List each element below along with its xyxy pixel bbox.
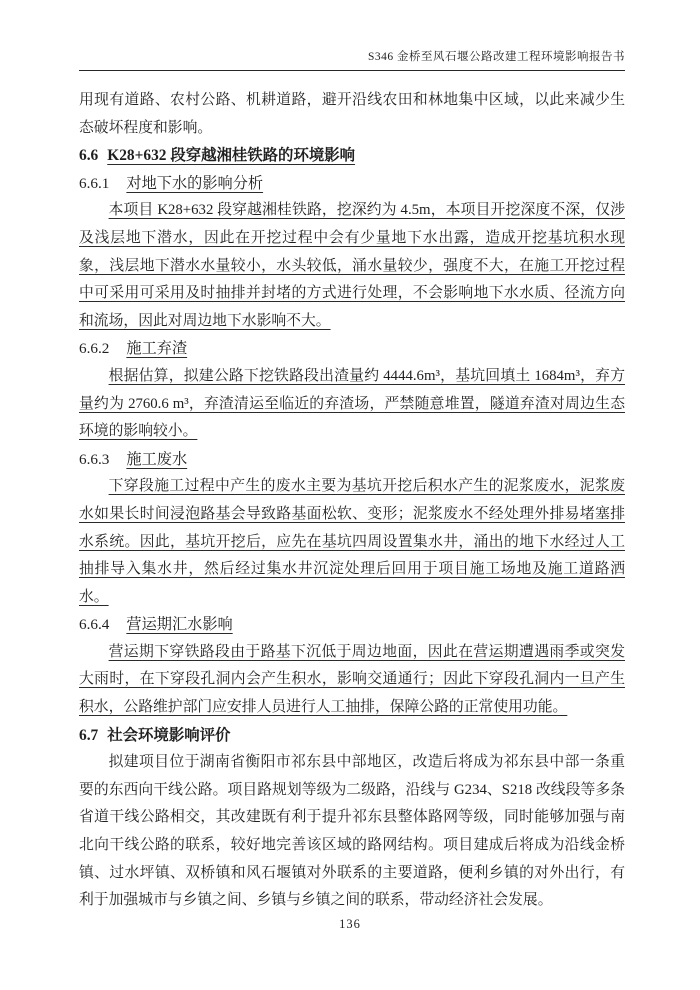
section-6-6-1-heading bbox=[79, 170, 625, 198]
paragraph-text: 拟建项目位于湖南省衡阳市祁东县中部地区，改造后将成为祁东县中部一条重要的东西向干线公路。项目路规划等级为二级路，沿线与 G234、S218 改线段等多条省道干线公路相交，其改建既有利于提升祁东县整体路网等级，同时能够加强与南北向干线公路的联系，较好地完善该区域的路网结构。项目建成后将成为沿线金桥镇、过水坪镇、双桥镇和风石堰镇对外联系的主要道路，便利乡镇的对外出行，有利于加强城市与乡镇之间、乡镇与乡镇之间的联系，带动经济社会发展。 bbox=[79, 754, 625, 909]
report-title-header: S346 金桥至风石堰公路改建工程环境影响报告书 bbox=[367, 51, 625, 63]
section-title: 营运期汇水影响 bbox=[126, 616, 233, 634]
section-6-6-4-heading bbox=[79, 611, 625, 639]
section-6-6-3-paragraph bbox=[79, 473, 625, 611]
section-6-7-heading bbox=[79, 722, 625, 750]
section-title: K28+632 段穿越湘桂铁路的环境影响 bbox=[107, 147, 356, 165]
paragraph-text: 用现有道路、农村公路、机耕道路，避开沿线农田和林地集中区域，以此来减少生态破坏程度和影响。 bbox=[79, 92, 625, 136]
paragraph-text: 营运期下穿铁路段由于路基下沉低于周边地面，因此在营运期遭遇雨季或突发大雨时，在下穿段孔洞内会产生积水，影响交通通行；因此下穿段孔洞内一旦产生积水，公路维护部门应安排人员进行人工抽排，保障公路的正常使用功能。 bbox=[79, 643, 625, 716]
section-title: 施工弃渣 bbox=[126, 340, 188, 358]
section-6-6-1-paragraph bbox=[79, 197, 625, 335]
section-6-7-paragraph bbox=[79, 749, 625, 915]
section-number: 6.7 bbox=[79, 726, 99, 744]
page-footer bbox=[0, 917, 700, 932]
section-title: 施工废水 bbox=[126, 450, 188, 468]
section-number: 6.6.4 bbox=[79, 616, 110, 634]
section-title: 对地下水的影响分析 bbox=[126, 174, 264, 192]
section-number: 6.6.1 bbox=[79, 174, 110, 192]
section-6-6-2-paragraph bbox=[79, 363, 625, 446]
section-6-6-4-paragraph bbox=[79, 639, 625, 722]
paragraph-continued bbox=[79, 87, 625, 142]
paragraph-text: 下穿段施工过程中产生的废水主要为基坑开挖后积水产生的泥浆废水，泥浆废水如果长时间浸泡路基会导致路基面松软、变形；泥浆废水不经处理外排易堵塞排水系统。因此，基坑开挖后，应先在基坑四周设置集水井，涌出的地下水经过人工抽排导入集水井，然后经过集水井沉淀处理后回用于项目施工场地及施工道路洒水。 bbox=[79, 478, 625, 605]
paragraph-text: 根据估算，拟建公路下挖铁路段出渣量约 4444.6m³，基坑回填土 1684m³，弃方量约为 2760.6 m³，弃渣清运至临近的弃渣场，严禁随意堆置，隧道弃渣对周边生态环境的影响较小。 bbox=[79, 367, 625, 440]
page-header bbox=[79, 48, 625, 71]
paragraph-text: 本项目 K28+632 段穿越湘桂铁路，挖深约为 4.5m，本项目开挖深度不深，仅涉及浅层地下潜水，因此在开挖过程中会有少量地下水出露，造成开挖基坑积水现象，浅层地下潜水水量较小，水头较低，涌水量较少，强度不大，在施工开挖过程中可采用可采用及时抽排并封堵的方式进行处理，不会影响地下水水质、径流方向和流场，因此对周边地下水影响不大。 bbox=[79, 202, 625, 329]
section-title: 社会环境影响评价 bbox=[107, 726, 231, 744]
section-number: 6.6.2 bbox=[79, 340, 110, 358]
section-number: 6.6 bbox=[79, 147, 99, 165]
section-6-6-2-heading bbox=[79, 335, 625, 363]
section-6-6-3-heading bbox=[79, 446, 625, 474]
section-number: 6.6.3 bbox=[79, 450, 110, 468]
page-content bbox=[79, 87, 625, 915]
section-6-6-heading bbox=[79, 142, 625, 170]
page-number: 136 bbox=[339, 917, 361, 931]
